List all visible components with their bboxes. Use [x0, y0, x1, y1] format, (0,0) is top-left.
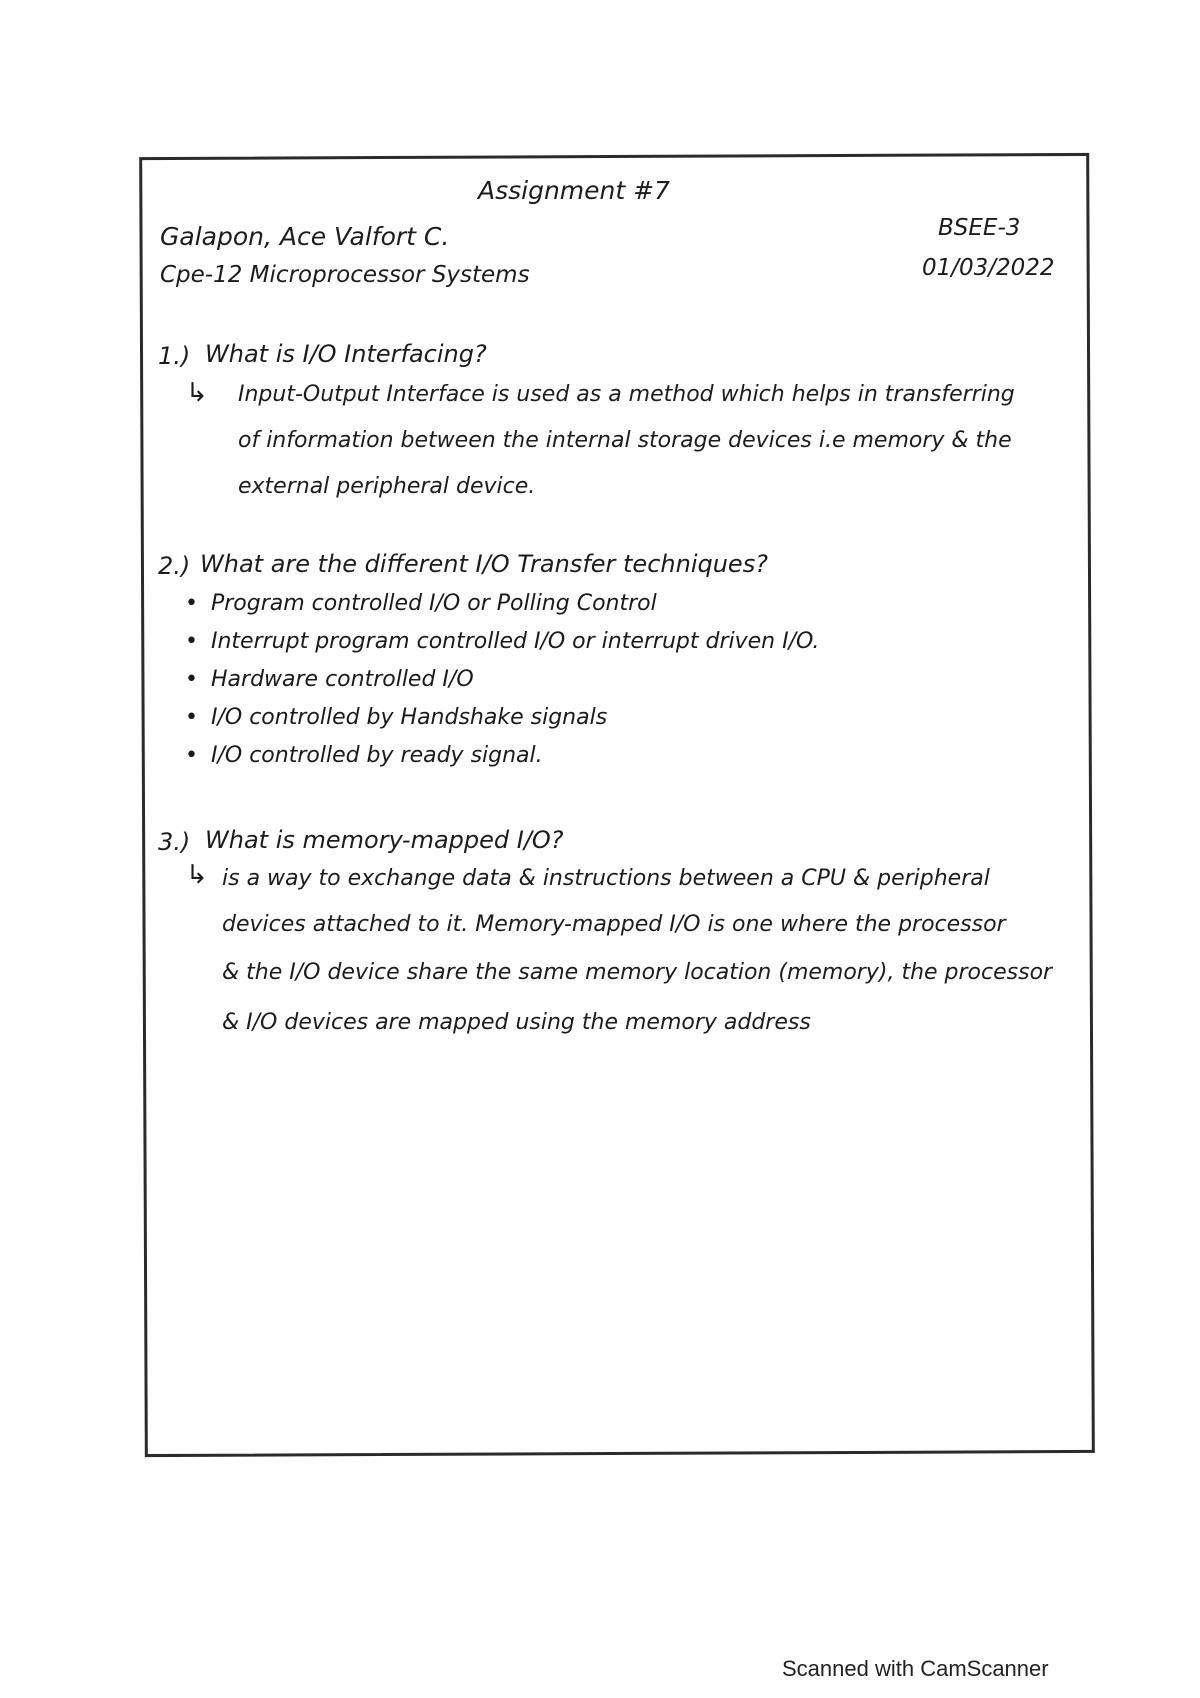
- list-item: • Program controlled I/O or Polling Control: [185, 585, 819, 623]
- list-item: • I/O controlled by ready signal.: [185, 737, 819, 775]
- date-label: 01/03/2022: [922, 255, 1055, 281]
- answer-arrow-icon: ↳: [186, 378, 208, 408]
- list-item: • I/O controlled by Handshake signals: [185, 699, 819, 737]
- q1-question: What is I/O Interfacing?: [205, 340, 487, 368]
- q1-answer-line: Input-Output Interface is used as a method which helps in transferring: [238, 382, 1015, 407]
- q3-answer-line: devices attached to it. Memory-mapped I/O is one where the processor: [222, 912, 1006, 937]
- student-name: Galapon, Ace Valfort C.: [160, 222, 450, 251]
- q3-question: What is memory-mapped I/O?: [205, 826, 564, 854]
- answer-arrow-icon: ↳: [186, 860, 208, 890]
- q3-answer-line: & the I/O device share the same memory location (memory), the processor: [222, 960, 1053, 985]
- list-item: • Interrupt program controlled I/O or interrupt driven I/O.: [185, 623, 819, 661]
- assignment-title: Assignment #7: [478, 176, 670, 205]
- q1-answer-line: external peripheral device.: [238, 474, 536, 499]
- list-item: • Hardware controlled I/O: [185, 661, 819, 699]
- section-label: BSEE-3: [938, 215, 1021, 241]
- course-name: Cpe-12 Microprocessor Systems: [160, 262, 530, 288]
- scanner-watermark: Scanned with CamScanner: [782, 1656, 1049, 1681]
- q3-answer-line: & I/O devices are mapped using the memory address: [222, 1010, 811, 1035]
- q1-answer-line: of information between the internal storage devices i.e memory & the: [238, 428, 1012, 453]
- q2-number: 2.): [158, 552, 191, 580]
- transfer-techniques-list: [185, 585, 819, 775]
- q3-answer-line: is a way to exchange data & instructions between a CPU & peripheral: [222, 866, 990, 891]
- q1-number: 1.): [158, 342, 191, 370]
- q3-number: 3.): [158, 828, 191, 856]
- q2-question: What are the different I/O Transfer techniques?: [200, 550, 768, 578]
